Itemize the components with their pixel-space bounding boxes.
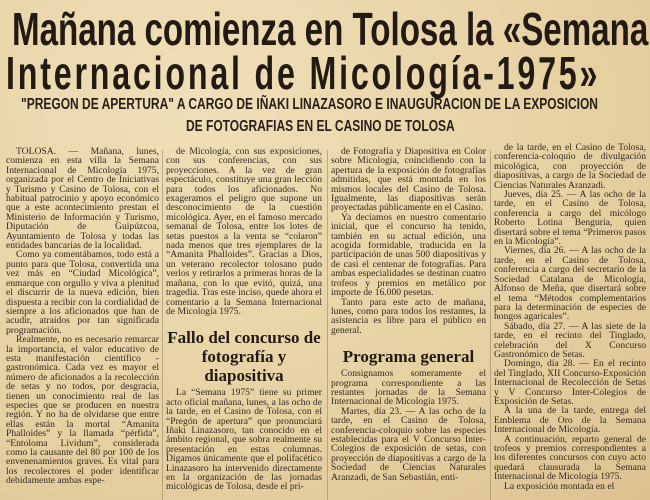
column-divider <box>490 150 491 500</box>
paragraph: La exposición montada en el <box>504 480 615 492</box>
section-heading-fallo-concurso: Fallo del concurso de fotografía y diapositiva <box>167 328 321 386</box>
headline-line-2: Internacional de Micología-1975» <box>6 47 601 99</box>
article-column-3 <box>331 147 486 500</box>
paragraph: Viernes, día 26. — A las ocho de la tarde, en el Casino de Tolosa, conferencia a cargo del secretario de la Sociedad Catalana de Micología, Alfonso de Meña, que disertará sobre el tema “Métodos complementarios para la determinación de especies de hongos agaricales”. <box>494 245 646 323</box>
article-column-1 <box>6 147 159 500</box>
paragraph: A la una de la tarde, entrega del Emblema de Oro de la Semana Internacional de Micología. <box>494 405 646 436</box>
paragraph: Ya decíamos en nuestro comentario inicial, que el concurso ha tenido, también en su actual edición, una acogida formidable, traducida en la participación de unas 500 diapositivas y de casi el centenar de fotografías. Para ambas especialidades se destinan cuatro trofeos y premios en metálico por importe de 16.000 pesetas. <box>331 211 486 299</box>
article-column-4 <box>494 143 646 500</box>
subheadline-line-2: DE FOTOGRAFIAS EN EL CASINO DE TOLOSA <box>186 118 455 135</box>
article-column-2 <box>166 147 322 500</box>
headline-line-1: Mañana comienza en Tolosa la «Semana <box>12 3 649 55</box>
section-heading-programa-general: Programa general <box>342 347 475 367</box>
paragraph: Como ya comentábamos, todo está a punto para que Tolosa, convertida una vez más en “Ciudad Micológica”, enmarque con orgullo y viva a plenitud el discurrir de la nueva edición, bien dispuesta a recibir con la cordialidad de siempre a los aficionados que han de acudir, atraídos por tan significada programación. <box>6 249 159 336</box>
paragraph: La “Semana 1975” tiene su primer acto oficial mañana, lunes, a las ocho de la tarde, en el Casino de Tolosa, con el “Pregón de apertura” que pronunciará Iñaki Linazasoro, tan conocido en el ámbito regional, que sobra realmente su presentación en estas columnas. Digamos únicamente que el polifacético Linazasoro ha intervenido directamente en la organización de las jornadas micológicas de Tolosa, desde el pri- <box>166 387 322 493</box>
column-divider <box>162 150 163 500</box>
paragraph: Tanto para este acto de mañana, lunes, como para todos los restantes, la asistencia es libre para el público en general. <box>331 296 486 336</box>
column-divider <box>327 150 328 500</box>
paragraph: Consignamos someramente el programa correspondiente a las restantes jornadas de la Semana Internacional de Micología 1975. <box>331 368 486 408</box>
paragraph: de Micología, con sus exposiciones, con sus conferencias, con sus proyecciones. A la vez de gran espectáculo, constituye una gran lección para todos los aficionados. No exageramos el peligro que supone un desconocimiento de la cuestión micológica. Ayer, en el famoso mercado semanal de Tolosa, entre los lotes de setas puestos a la venta se “colaron” nada menos que tres ejemplares de la “Amanita Phalloides”. Gracias a Dios, un veterano recolector tolosano pudo verlos y retirarlos a primeras horas de la mañana, con lo que evitó, quizá, una tragedia. Tras este inciso, quede ahora el comentario a la Semana Internacional de Micología 1975. <box>166 147 322 317</box>
paragraph: A continuación, reparto general de trofeos y premios correspondientes a los diferentes concursos con cuyo acto quedará clausurada la Semana Internacional de Micología 1975. <box>494 433 646 483</box>
subheadline-line-1: "PREGON DE APERTURA" A CARGO DE IÑAKI LINAZASORO E INAUGURACION DE LA EXPOSICION <box>21 96 598 113</box>
paragraph: de la tarde, en el Casino de Tolosa, conferencia-coloquio de divulgación micológica, con proyección de diapositivas, a cargo de la Sociedad de Ciencias Naturales Aranzadi. <box>494 143 646 191</box>
paragraph: Jueves, día 25. — A las ocho de la tarde, en el Casino de Tolosa, conferencia a cargo del micólogo Roberto Lotina Benguria, quien disertará sobre el tema “Primeros pasos en la Micología”. <box>494 189 646 248</box>
paragraph: Realmente, no es necesario remarcar la importancia, el valor educativo de esta manifestación científico - gastronómica. Cada vez es mayor el número de aficionados a la recolección de setas y no todos, por desgracia, tienen un conocimiento real de las especies que se producen en nuestra región. Y no ha de olvidarse que entre ellas están la mortal “Amanita Phalloides” y la llamada “pérfida”, “Entoloma Lividum”, considerada como la causante del 80 por 100 de los envenenamientos graves. Es vital para los recolectores el poder identificar debidamente ambas espe- <box>6 334 159 487</box>
paragraph: de Fotografía y Diapositiva en Color sobre Micología, coincidiendo con la apertura de la exposición de fotografías admitidas, que está montada en los mismos locales del Casino de Tolosa. Igualmente, las diapositivas serán proyectadas públicamente en el Casino. <box>331 147 486 214</box>
paragraph: TOLOSA. — Mañana, lunes, comienza en esta villa la Semana Internacional de Micología 1975, organizada por el Centro de Iniciativas y Turismo y Casino de Tolosa, con el habitual patrocinio y apoyo económico que a este acontecimiento prestan el Ministerio de Información y Turismo, Diputación de Guipúzcoa, Ayuntamiento de Tolosa y todas las entidades bancarias de la localidad. <box>6 147 159 252</box>
paragraph: Martes, día 23. — A las ocho de la tarde, en el Casino de Tolosa, conferencia-coloquio sobre las especies establecidas para el V Concurso Inter-Colegios de exposición de setas, con proyección de diapositivas a cargo de la Sociedad de Ciencias Naturales Aranzadi, de San Sebastián, enti- <box>331 405 486 483</box>
paragraph: Domingo, día 28. — En el recinto del Tinglado, XII Concurso-Exposición Internacional de Recolección de Setas y V Concurso Inter-Colegios de Exposición de Setas. <box>494 358 646 407</box>
paragraph: Sábado, día 27. — A las siete de la tarde, en el recinto del Tinglado, celebración del X Concurso Gastronómico de Setas. <box>494 320 646 360</box>
